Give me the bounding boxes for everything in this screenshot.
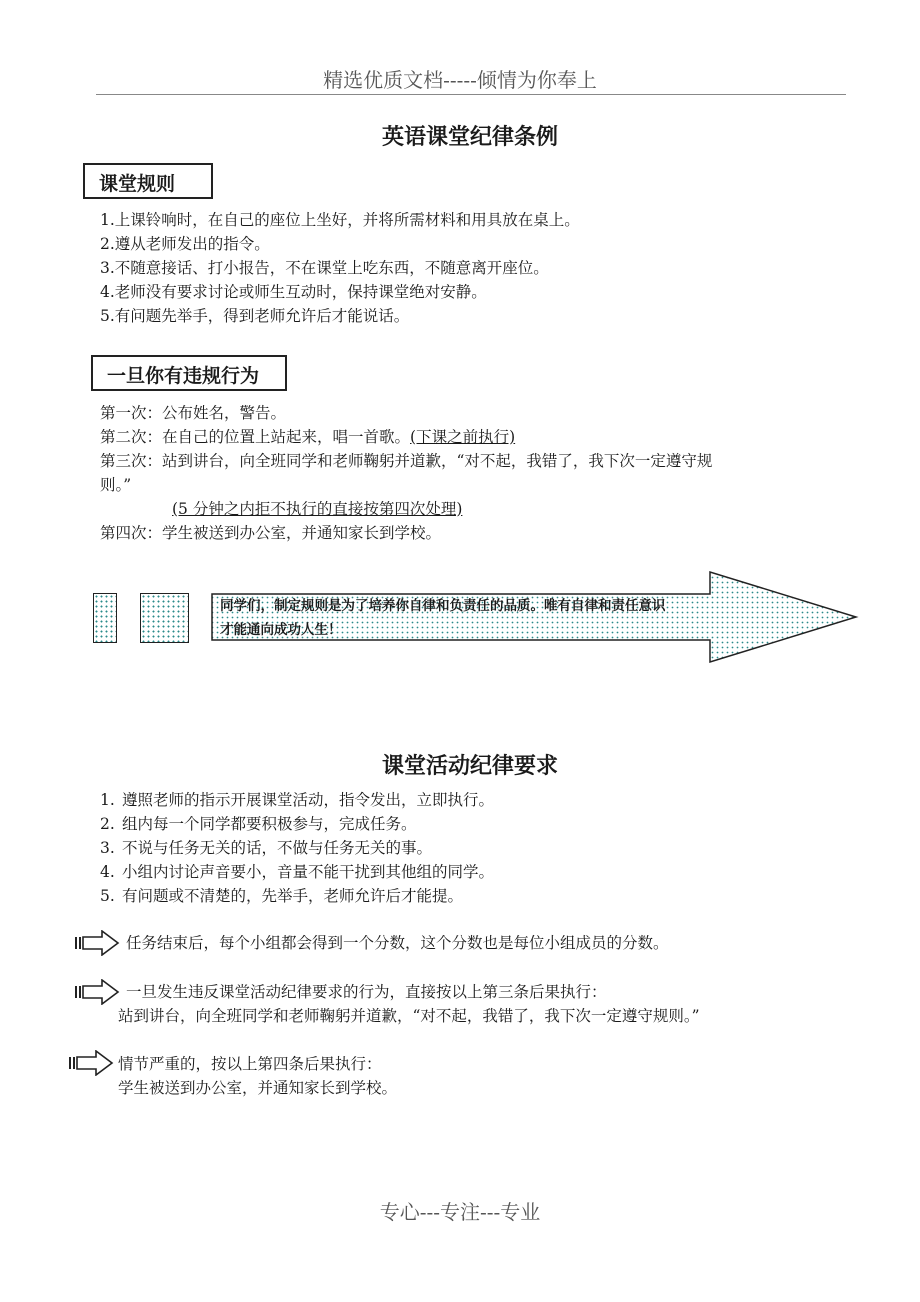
violation-second-text: 第二次：在自己的位置上站起来，唱一首歌。 — [100, 428, 411, 446]
activity-item-text: 有问题或不清楚的，先举手，老师允许后才能提。 — [122, 887, 464, 905]
striped-right-arrow-icon — [74, 930, 120, 956]
violation-fourth: 第四次：学生被送到办公室，并通知家长到学校。 — [100, 524, 442, 542]
activity-item — [100, 860, 494, 884]
striped-right-arrow-icon — [74, 979, 120, 1005]
note-serious: 情节严重的，按以上第四条后果执行： — [118, 1055, 382, 1073]
activity-item — [100, 788, 494, 812]
note-serious-consequence: 学生被送到办公室，并通知家长到学校。 — [118, 1079, 398, 1097]
note-violation-consequence: 站到讲台，向全班同学和老师鞠躬并道歉，“对不起，我错了，我下次一定遵守规则。” — [118, 1007, 700, 1025]
activity-item-number: 2. — [100, 815, 115, 833]
violation-second-note: (下课之前执行) — [410, 428, 516, 446]
activity-item-text: 遵照老师的指示开展课堂活动，指令发出，立即执行。 — [122, 791, 495, 809]
striped-right-arrow-icon — [68, 1050, 114, 1076]
banner-line-2: 才能通向成功人生！ — [220, 622, 342, 638]
rule-item: 5.有问题先举手，得到老师允许后才能说话。 — [100, 307, 410, 325]
note-violation: 一旦发生违反课堂活动纪律要求的行为，直接按以上第三条后果执行： — [126, 983, 607, 1001]
violation-second — [100, 425, 840, 449]
violations-list — [100, 401, 840, 545]
activity-item-number: 1. — [100, 791, 115, 809]
activity-item — [100, 884, 494, 908]
violation-third: 第三次：站到讲台，向全班同学和老师鞠躬并道歉，“对不起，我错了，我下次一定遵守规 — [100, 452, 713, 470]
rule-item: 1.上课铃响时，在自己的座位上坐好，并将所需材料和用具放在桌上。 — [100, 211, 580, 229]
rule-item: 4.老师没有要求讨论或师生互动时，保持课堂绝对安静。 — [100, 283, 487, 301]
activity-list — [100, 788, 494, 908]
banner-line-1: 同学们，制定规则是为了培养你自律和负责任的品质。唯有自律和责任意识 — [220, 598, 666, 614]
activity-item-text: 小组内讨论声音要小，音量不能干扰到其他组的同学。 — [122, 863, 495, 881]
activity-item-text: 组内每一个同学都要积极参与，完成任务。 — [122, 815, 417, 833]
activity-item-number: 4. — [100, 863, 115, 881]
activity-item-text: 不说与任务无关的话，不做与任务无关的事。 — [122, 839, 433, 857]
activity-item-number: 3. — [100, 839, 115, 857]
section-heading-violations: 一旦你有违规行为 — [91, 355, 287, 391]
violation-third-cont: 则。” — [100, 476, 132, 494]
banner-message — [220, 594, 780, 642]
violation-first: 第一次：公布姓名，警告。 — [100, 404, 287, 422]
page-header: 精选优质文档-----倾情为你奉上 — [323, 68, 597, 92]
section-heading-rules: 课堂规则 — [83, 163, 213, 199]
activity-item — [100, 812, 494, 836]
activity-item — [100, 836, 494, 860]
main-title: 英语课堂纪律条例 — [381, 125, 558, 150]
page-footer: 专心---专注---专业 — [379, 1200, 541, 1224]
dotted-block-medium — [140, 593, 189, 643]
activity-title: 课堂活动纪律要求 — [381, 754, 558, 779]
rules-list — [100, 208, 580, 328]
rule-item: 2.遵从老师发出的指令。 — [100, 235, 270, 253]
violation-third-note: (5 分钟之内拒不执行的直接按第四次处理) — [172, 500, 463, 518]
header-divider — [96, 94, 846, 95]
rule-item: 3.不随意接话、打小报告，不在课堂上吃东西，不随意离开座位。 — [100, 259, 549, 277]
note-score: 任务结束后，每个小组都会得到一个分数，这个分数也是每位小组成员的分数。 — [126, 934, 669, 952]
activity-item-number: 5. — [100, 887, 115, 905]
dotted-block-small — [93, 593, 117, 643]
